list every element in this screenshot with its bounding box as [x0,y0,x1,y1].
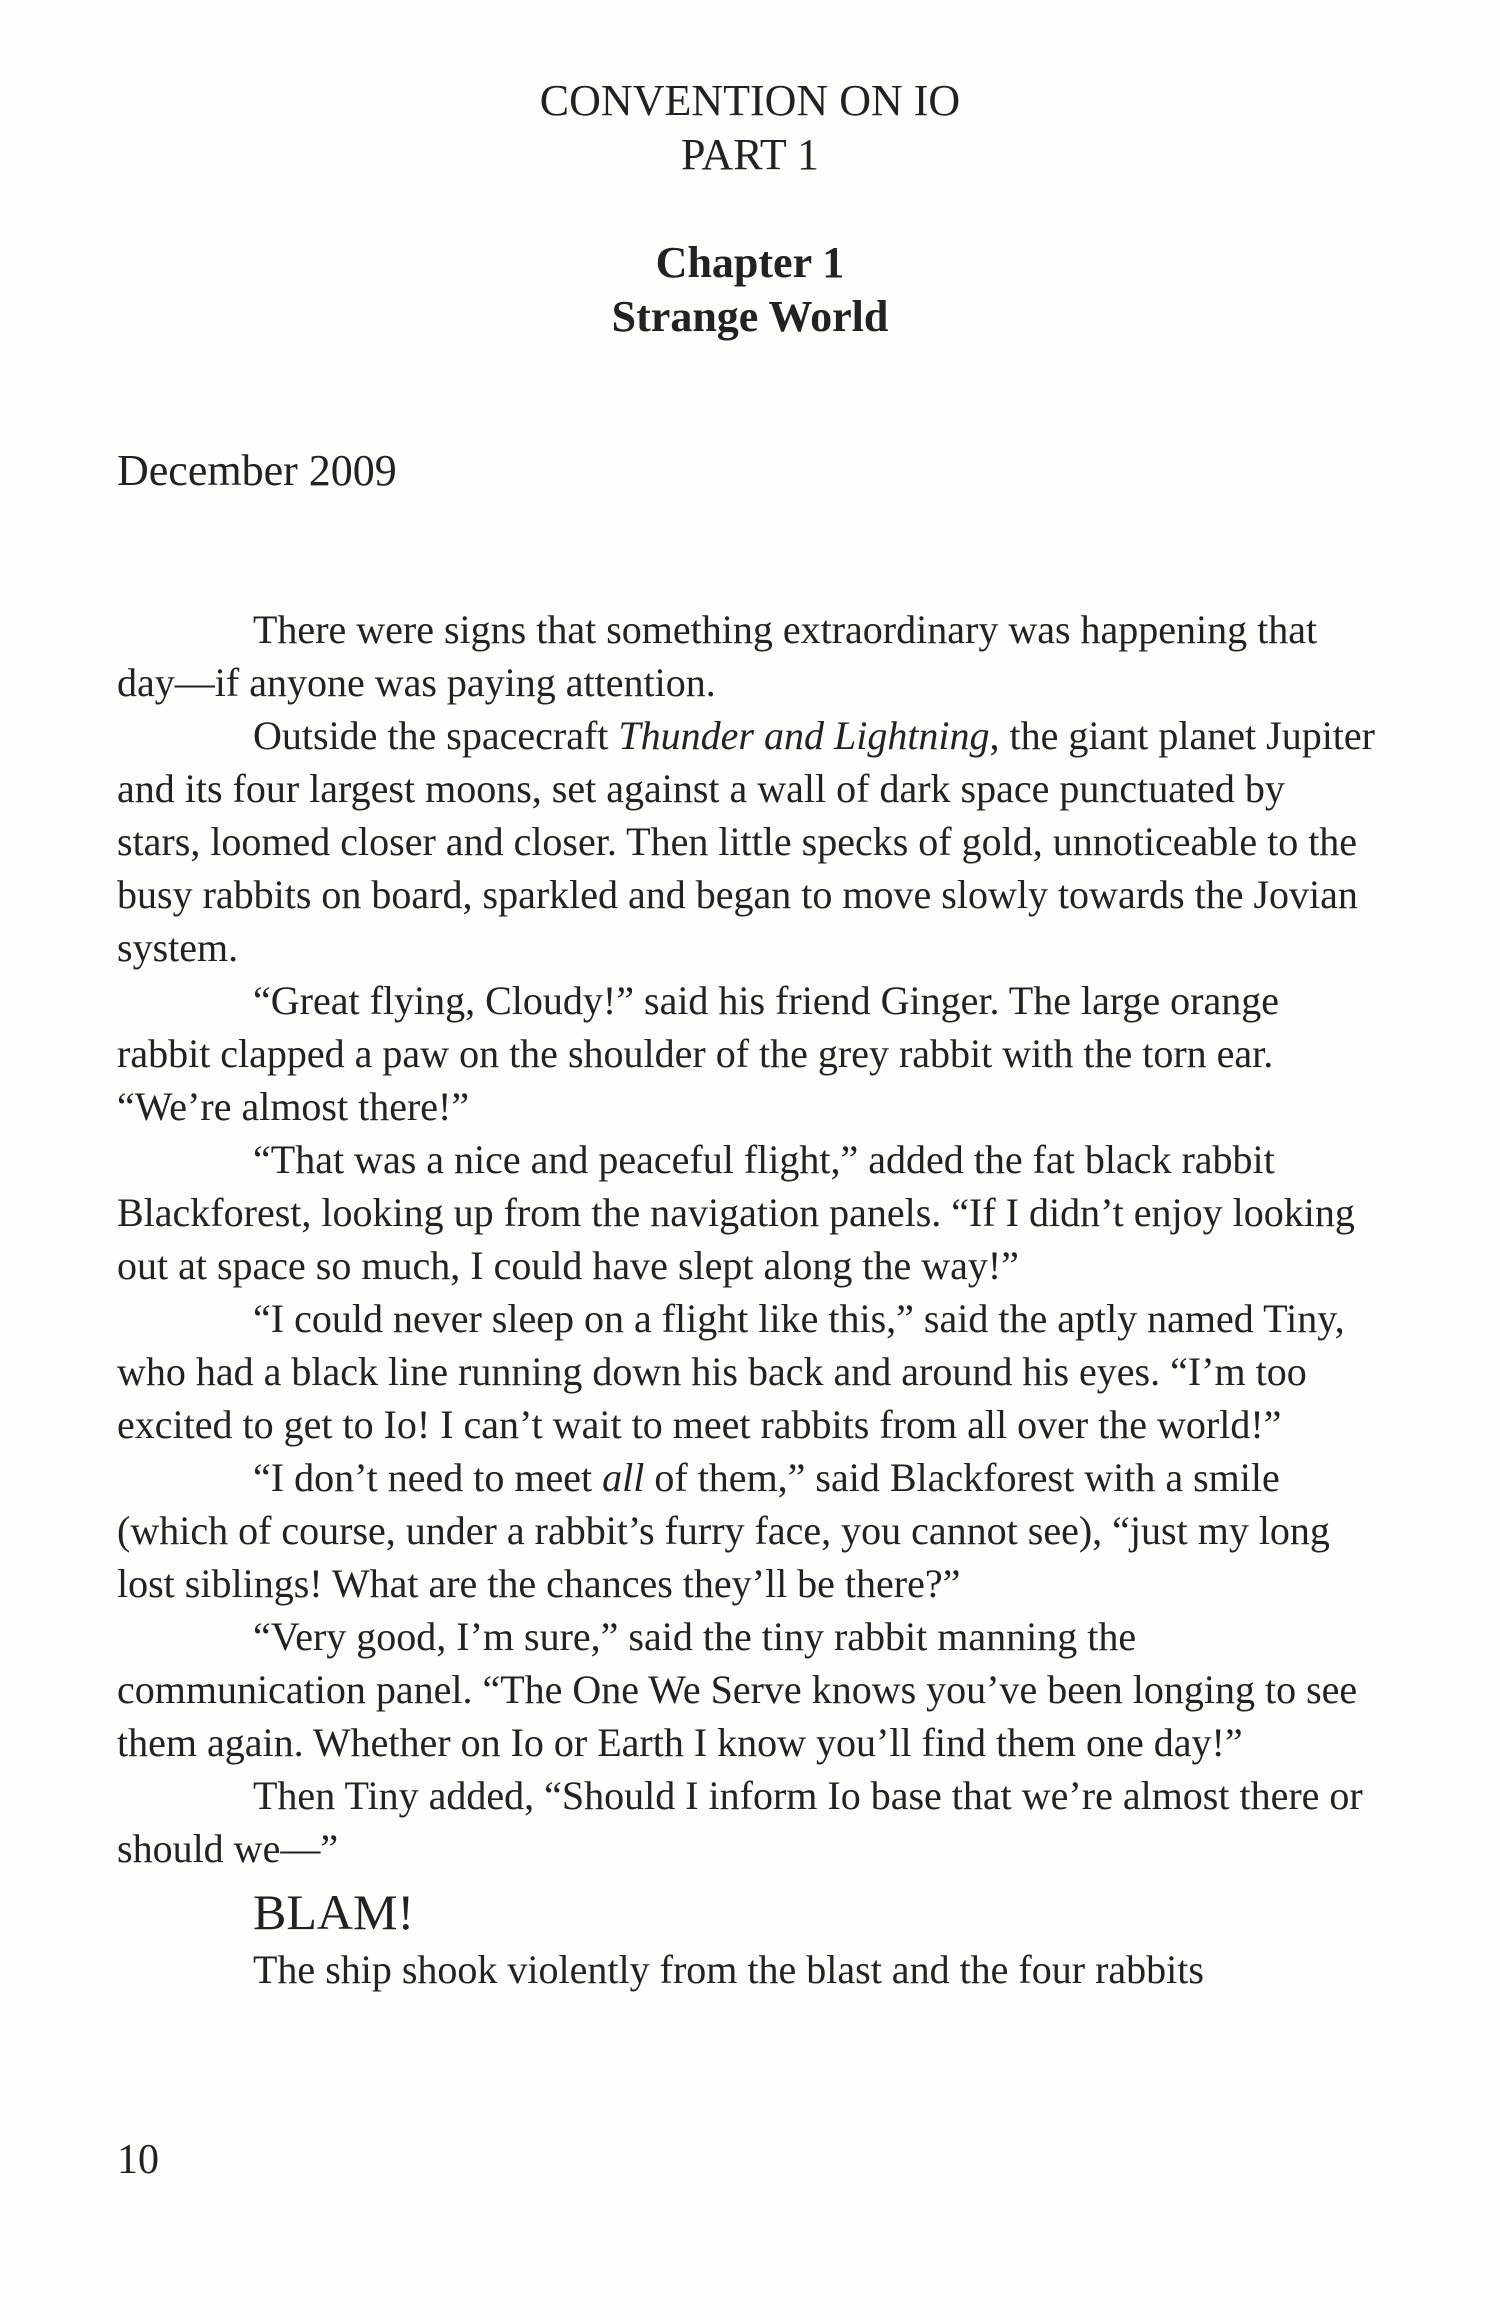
emphasis-all: all [602,1455,645,1500]
paragraph-text: , the giant planet Jupiter and its four largest moons, set against a wall of dark space punctuated by stars, loomed closer and closer. Then little specks of gold, unnoticeable to the busy rabbits on board, sparkled and began to move slowly towards the Jovian system. [117,713,1375,970]
paragraph-text: of them,” said Blackforest with a smile (which of course, under a rabbit’s furry face, you cannot see), “just my long lost siblings! What are the chances they’ll be there?” [117,1455,1330,1606]
book-part-heading [0,74,1500,182]
paragraph: The ship shook violently from the blast and the four rabbits [253,1947,1204,1992]
chapter-body [117,603,1377,1996]
chapter-heading [0,236,1500,344]
paragraph: There were signs that something extraordinary was happening that day—if anyone was paying attention. [117,607,1318,705]
paragraph [117,1451,1377,1610]
chapter-name: Strange World [611,292,889,341]
paragraph-text: Outside the spacecraft [253,713,619,758]
ship-name: Thunder and Lightning [618,713,990,758]
paragraph: “I could never sleep on a flight like this,” said the aptly named Tiny, who had a black line running down his back and around his eyes. “I’m too excited to get to Io! I can’t wait to meet rabbits from all over the world!” [117,1296,1345,1447]
paragraph-text: “I don’t need to meet [253,1455,603,1500]
chapter-number: Chapter 1 [655,238,845,287]
paragraph: Then Tiny added, “Should I inform Io base that we’re almost there or should we—” [117,1773,1363,1871]
paragraph: “Very good, I’m sure,” said the tiny rabbit manning the communication panel. “The One We Serve knows you’ve been longing to see them again. Whether on Io or Earth I know you’ll find them one day!” [117,1614,1358,1765]
part-label: PART 1 [681,130,819,179]
page-number: 10 [117,2137,159,2183]
paragraph [117,709,1377,974]
sound-effect-blam: BLAM! [253,1884,415,1940]
date-line: December 2009 [117,446,397,495]
paragraph: “Great flying, Cloudy!” said his friend Ginger. The large orange rabbit clapped a paw on the shoulder of the grey rabbit with the torn ear. “We’re almost there!” [117,978,1279,1129]
book-title: CONVENTION ON IO [539,76,961,125]
paragraph: “That was a nice and peaceful flight,” added the fat black rabbit Blackforest, looking up from the navigation panels. “If I didn’t enjoy looking out at space so much, I could have slept along the way!” [117,1137,1355,1288]
